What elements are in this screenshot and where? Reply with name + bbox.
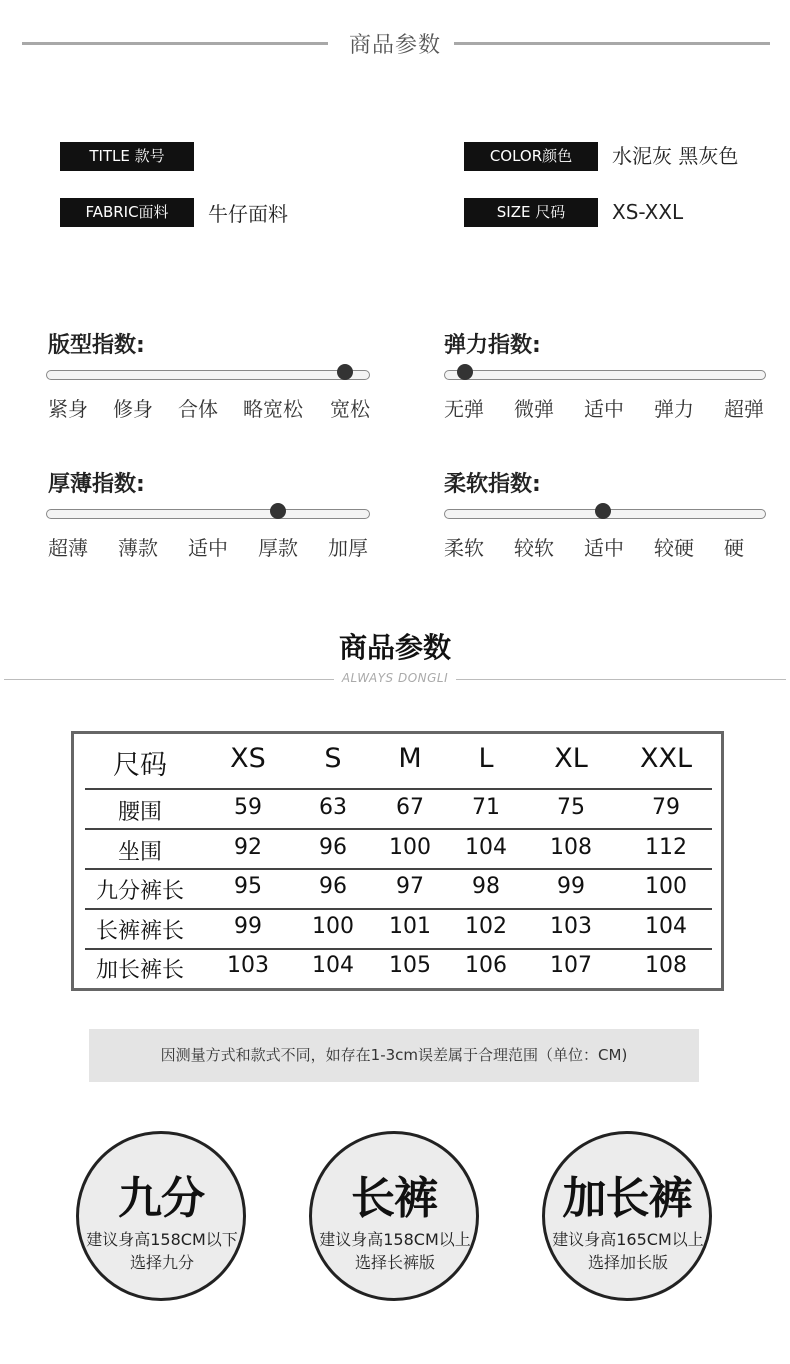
table-cell: 67 [396,795,424,820]
size-value: XS-XXL [612,200,684,224]
elastic-level-label: 无弹 [444,397,484,421]
table-cell: 103 [227,953,269,978]
table-cell: 99 [234,914,262,939]
softness-level-label: 柔软 [444,536,484,560]
table-cell: 106 [465,953,507,978]
table-cell: 79 [652,795,680,820]
size-section-title: 商品参数 [338,631,451,664]
guide-name: 长裤 [351,1173,437,1224]
table-cell: 104 [465,835,507,860]
fit-level-label: 宽松 [330,397,370,421]
thickness-level-label: 超薄 [48,536,88,560]
fit-index-title: 版型指数: [48,333,145,358]
table-cell: 59 [234,795,262,820]
fit-index-marker [337,364,353,380]
guide-name: 九分 [118,1173,204,1224]
color-value: 水泥灰 黑灰色 [612,144,739,168]
guide-line-1: 建议身高158CM以上 [319,1230,471,1249]
table-cell: 103 [550,914,592,939]
elastic-index-title: 弹力指数: [444,333,541,358]
thickness-level-label: 加厚 [328,536,368,560]
table-header-cell: 尺码 [113,750,167,781]
table-cell: 107 [550,953,592,978]
guide-line-2: 选择长裤版 [354,1253,435,1272]
softness-level-label: 较软 [514,536,554,560]
section-divider-right [456,679,786,680]
fit-level-label: 紧身 [48,397,88,421]
brand-subtitle: ALWAYS DONGLI [341,671,449,685]
table-cell: 95 [234,874,262,899]
thickness-level-label: 厚款 [258,536,298,560]
fit-level-label: 略宽松 [243,397,303,421]
table-header-cell: XS [230,743,266,774]
elastic-index-track [444,370,766,380]
elastic-level-label: 微弹 [514,397,554,421]
color-tag: COLOR颜色 [464,142,598,171]
table-cell: 105 [389,953,431,978]
title-tag: TITLE 款号 [60,142,194,171]
table-cell: 98 [472,874,500,899]
section-divider-left [4,679,334,680]
elastic-level-label: 适中 [584,397,624,421]
elastic-level-label: 超弹 [724,397,764,421]
table-row-divider [85,948,712,950]
thickness-level-label: 薄款 [118,536,158,560]
table-cell: 100 [389,835,431,860]
fabric-tag: FABRIC面料 [60,198,194,227]
guide-line-1: 建议身高158CM以下 [86,1230,238,1249]
guide-line-2: 选择九分 [129,1253,194,1272]
table-cell: 九分裤长 [95,879,184,904]
table-header-cell: XXL [639,743,693,774]
guide-circle-extra-long [542,1131,712,1301]
table-cell: 101 [389,914,431,939]
table-cell: 104 [645,914,687,939]
table-cell: 71 [472,795,500,820]
guide-circle-ninth [76,1131,246,1301]
table-cell: 102 [465,914,507,939]
table-cell: 100 [312,914,354,939]
table-cell: 96 [319,874,347,899]
table-cell: 92 [234,835,262,860]
softness-level-label: 适中 [584,536,624,560]
table-cell: 97 [396,874,424,899]
size-tag: SIZE 尺码 [464,198,598,227]
thickness-level-label: 适中 [188,536,228,560]
guide-circle-long [309,1131,479,1301]
fit-index-track [46,370,370,380]
table-cell: 112 [645,835,687,860]
softness-level-label: 较硬 [654,536,694,560]
table-row-divider [85,868,712,870]
table-cell: 坐围 [117,840,162,865]
table-cell: 63 [319,795,347,820]
table-row-divider [85,908,712,910]
table-header-cell: S [324,743,342,774]
table-cell: 108 [645,953,687,978]
table-cell: 加长裤长 [95,958,184,983]
guide-line-2: 选择加长版 [587,1253,668,1272]
table-header-cell: M [398,743,422,774]
table-cell: 96 [319,835,347,860]
fabric-value: 牛仔面料 [208,202,288,226]
table-cell: 75 [557,795,585,820]
page-title: 商品参数 [348,33,441,58]
table-header-cell: XL [554,743,588,774]
guide-line-1: 建议身高165CM以上 [552,1230,704,1249]
softness-index-marker [595,503,611,519]
table-row-divider [85,828,712,830]
fit-level-label: 合体 [178,397,218,421]
thickness-index-title: 厚薄指数: [48,472,145,497]
table-cell: 腰围 [117,800,162,825]
thickness-index-marker [270,503,286,519]
table-row-divider [85,788,712,790]
table-cell: 长裤裤长 [95,919,184,944]
table-cell: 104 [312,953,354,978]
header-divider-right [454,42,770,45]
guide-name: 加长裤 [562,1173,692,1224]
table-header-cell: L [478,743,494,774]
thickness-index-track [46,509,370,519]
elastic-level-label: 弹力 [654,397,694,421]
measurement-note: 因测量方式和款式不同，如存在1-3cm误差属于合理范围（单位：CM) [89,1029,699,1082]
header-divider-left [22,42,328,45]
softness-index-title: 柔软指数: [444,472,541,497]
fit-level-label: 修身 [113,397,153,421]
table-cell: 100 [645,874,687,899]
elastic-index-marker [457,364,473,380]
softness-level-label: 硬 [724,536,744,560]
table-cell: 99 [557,874,585,899]
table-cell: 108 [550,835,592,860]
